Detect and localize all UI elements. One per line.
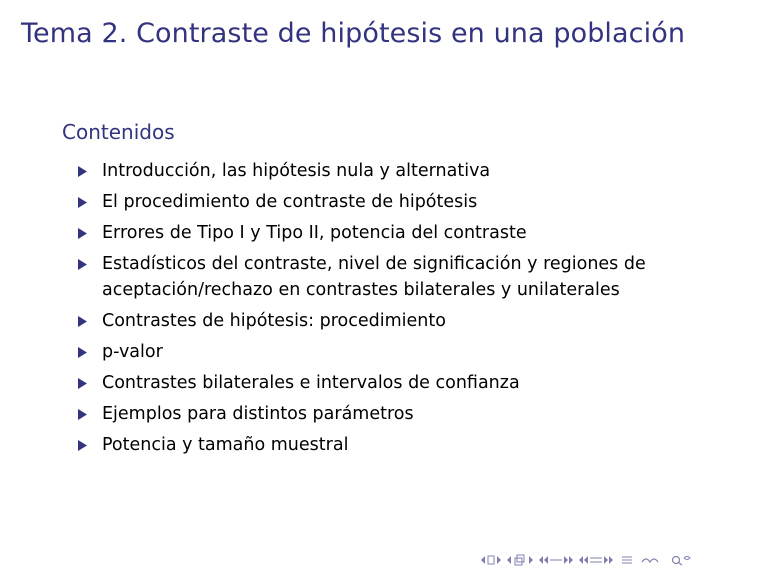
contents-list: [62, 158, 752, 458]
list-item: [78, 220, 752, 246]
nav-next-section-icon[interactable]: [578, 555, 614, 565]
nav-frame-icon[interactable]: [506, 554, 534, 566]
contents-block: [62, 120, 752, 463]
list-item: [78, 401, 752, 427]
nav-first-icon[interactable]: [480, 555, 502, 565]
list-item: [78, 432, 752, 458]
slide-title: Tema 2. Contraste de hipótesis en una población: [21, 18, 686, 49]
list-item: [78, 339, 752, 365]
list-item: [78, 158, 752, 184]
list-item-text: El procedimiento de contraste de hipótesis: [102, 192, 478, 212]
list-item: [78, 370, 752, 396]
contents-heading: Contenidos: [62, 120, 175, 144]
list-item-text: Ejemplos para distintos parámetros: [102, 404, 414, 424]
bullet-triangle-icon: [78, 308, 102, 334]
list-item-text: Potencia y tamaño muestral: [102, 435, 349, 455]
nav-appendix-icon[interactable]: [640, 554, 664, 566]
list-item-text: Contrastes de hipótesis: procedimiento: [102, 311, 446, 331]
bullet-triangle-icon: [78, 432, 102, 458]
bullet-triangle-icon: [78, 220, 102, 246]
list-item-text: Introducción, las hipótesis nula y alternativa: [102, 161, 491, 181]
bullet-triangle-icon: [78, 189, 102, 215]
bullet-triangle-icon: [78, 158, 102, 184]
nav-subsection-icon[interactable]: [618, 555, 636, 565]
list-item: [78, 308, 752, 334]
beamer-navigation-bar: [480, 552, 692, 568]
list-item: [78, 189, 752, 215]
list-item-text: Contrastes bilaterales e intervalos de confianza: [102, 373, 520, 393]
bullet-triangle-icon: [78, 339, 102, 365]
nav-search-icon[interactable]: [668, 554, 692, 566]
list-item-text: Errores de Tipo I y Tipo II, potencia del contraste: [102, 223, 527, 243]
bullet-triangle-icon: [78, 251, 102, 277]
nav-prev-section-icon[interactable]: [538, 555, 574, 565]
list-item-text: Estadísticos del contraste, nivel de significación y regiones de aceptación/rechazo en contrastes bilaterales y unilaterales: [102, 254, 646, 300]
list-item: [78, 251, 752, 303]
list-item-text: p-valor: [102, 342, 163, 362]
bullet-triangle-icon: [78, 370, 102, 396]
bullet-triangle-icon: [78, 401, 102, 427]
